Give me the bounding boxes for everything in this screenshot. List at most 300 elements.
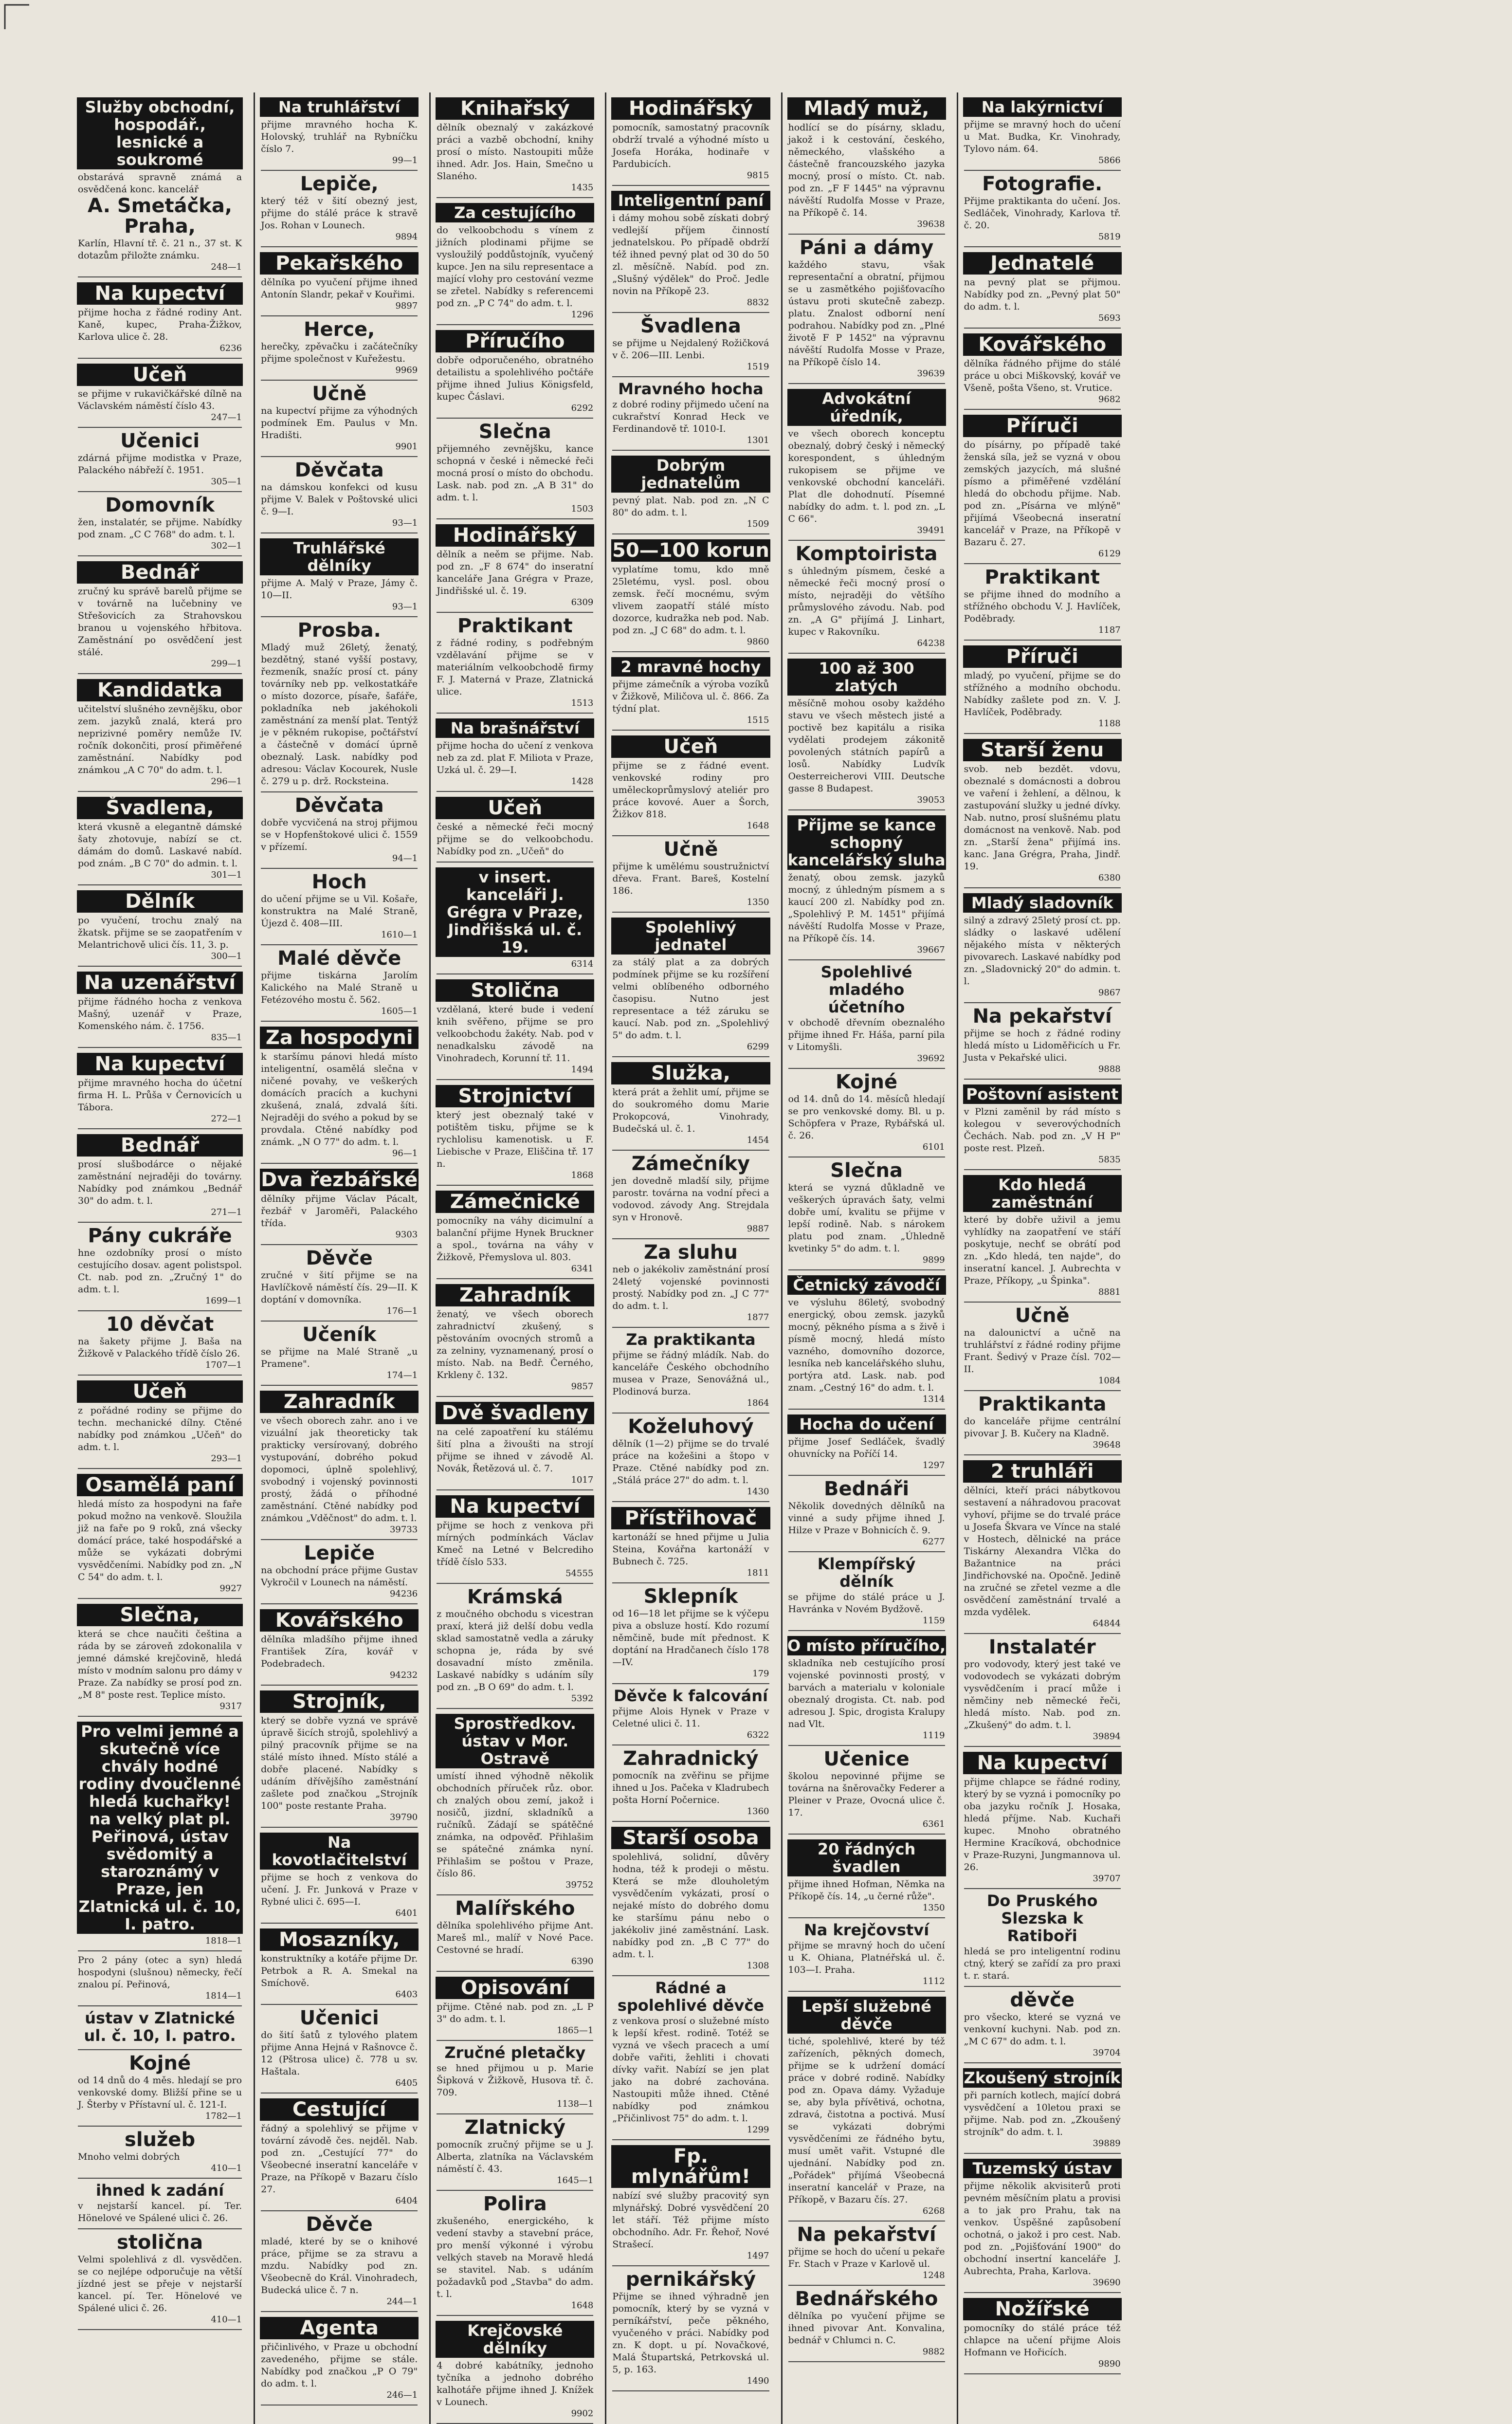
ad-number: 6268 xyxy=(922,2206,945,2216)
ad-heading: Učně xyxy=(312,383,367,405)
ad-heading: Opisování xyxy=(436,1977,594,1999)
ad-number: 6380 xyxy=(1098,873,1121,883)
ad-body: zdárná přijme modistka v Praze, Palackého nábřeží č. 1951. xyxy=(78,453,242,476)
classified-ad xyxy=(964,410,1121,564)
ad-number: 64844 xyxy=(1093,1618,1121,1629)
ad-number: 1187 xyxy=(1098,625,1121,635)
classified-ad xyxy=(437,1080,593,1186)
classified-ad xyxy=(437,863,593,974)
ad-number: 39053 xyxy=(917,795,945,805)
ad-heading: Mladý sladovník xyxy=(963,893,1122,913)
ad-heading: Tuzemský ústav xyxy=(963,2159,1122,2178)
classified-ad xyxy=(78,1376,242,1469)
ad-body: se hned přijmou u p. Marie Šipková v Žižkově, Husova tř. č. 709. xyxy=(437,2063,594,2098)
ad-body: 4 dobré kabátníky, jednoho tyčníka a jednoho dobrého kalhotáře přijme ihned J. Knížek v Lounech. xyxy=(437,2360,594,2407)
classified-ad xyxy=(78,1599,242,1717)
ad-heading: Stolična xyxy=(436,979,594,1002)
ad-body: přijme chlapce se řádné rodiny, který by se vyzná i pomocníky po oba jazyku ročník J. Hosaka, hledá příjme. Nab. Kuchaři kupec. Mnoho obratného Hermine Kracíková, obchodnice v Praze-Ruzyni, Jungmannova ul. 26. xyxy=(964,1777,1121,1873)
classified-ad xyxy=(261,316,418,381)
ad-heading: děvče xyxy=(1010,1989,1075,2011)
ad-heading: Na lakýrnictví xyxy=(963,97,1122,117)
ad-body: školou nepovinné přijme se továrna na šněrovačky Federer a Pleiner v Praze, Ovocná ulice č. 17. xyxy=(788,1771,945,1818)
ad-heading: Děvčata xyxy=(294,459,384,481)
ad-body: z pořádné rodiny se přijme do techn. mechanické dílny. Ctěné nabídky pod známkou „Učeň" do adm. t. l. xyxy=(78,1405,242,1452)
ad-number: 9857 xyxy=(571,1381,594,1392)
ad-body: silný a zdravý 25letý prosí ct. pp. sládky o laskavé udělení nějakého místa v některých pivovarech. Laskavé nabídky pod zn. „Sladovnický 20" do admin. t. l. xyxy=(964,915,1121,987)
ad-number: 1490 xyxy=(747,2376,769,2386)
classified-ad xyxy=(612,1745,769,1822)
ad-subheading: A. Smetáčka, Praha, xyxy=(88,195,233,238)
ad-number: 293—1 xyxy=(211,1453,242,1464)
classified-ad xyxy=(78,674,242,792)
classified-ad xyxy=(437,2041,593,2114)
classified-ad xyxy=(612,92,769,186)
ad-body: dělníci, kteří práci nábytkovou sestavení a náhradovou pracovat vyhoví, přijme se do trvalé práce u Josefa Škvara ve Vínce na stalé v Hostech, dělnické na práce Tiskárny Alexandra Vlčka do Bažantnice na práci Jindřichovské na. Opočně. Jedině na zručné se zřetel vezme a dle osvědčení zaměstnání trvalé a mzda vydělek. xyxy=(964,1485,1121,1617)
classified-ad xyxy=(612,913,769,1057)
ad-body: přijme několik akvisiterů proti pevném měsíčním platu a provisi a to jak pro Prahu, tak na venkov. Úspěšné zapůsobení ochotná, o jakož i pro cest. Nab. pod zn. „Pojišťování 1900" do obchodní insertní kanceláře J. Aubrechta, Praha, Karlova. xyxy=(964,2181,1121,2277)
ad-heading: Praktikanta xyxy=(978,1393,1107,1415)
ad-number: 96—1 xyxy=(392,1148,418,1158)
classified-ad xyxy=(612,1239,769,1328)
ad-heading: Mosazníky, xyxy=(260,1928,419,1951)
ad-body: přijme se hoch do učení u pekaře Fr. Stach v Praze v Karlově ul. xyxy=(788,2246,945,2269)
ad-number: 296—1 xyxy=(211,776,242,787)
ad-number: 39692 xyxy=(917,1053,945,1064)
ad-heading: Kojné xyxy=(836,1071,898,1093)
classified-ad xyxy=(261,457,418,533)
classified-ad xyxy=(437,519,593,613)
classified-ad xyxy=(788,960,945,1069)
classified-ad xyxy=(612,2140,769,2266)
classified-ad xyxy=(437,974,593,1080)
ad-number: 1515 xyxy=(747,715,769,725)
classified-ad xyxy=(78,792,242,885)
classified-ad xyxy=(612,731,769,836)
classified-ad xyxy=(437,1709,593,1895)
classified-ad xyxy=(261,1022,418,1164)
ad-heading: Švadlena, xyxy=(77,797,243,819)
ad-number: 1864 xyxy=(747,1398,769,1408)
ad-heading: Fotografie. xyxy=(982,173,1103,195)
ad-number: 6101 xyxy=(922,1142,945,1152)
ad-number: 39638 xyxy=(917,219,945,229)
ad-heading: Hodinářský xyxy=(611,97,770,120)
ad-number: 248—1 xyxy=(211,262,242,272)
ad-body: dělník (1—2) přijme se do trvalé práce na kožešini a štopo v Praze. Ctěné nabídky pod zn. „Stálá práce 27" do adm. t. l. xyxy=(612,1438,769,1486)
ad-heading: 100 až 300 zlatých xyxy=(787,659,946,696)
ad-heading: Bednář xyxy=(77,1134,243,1157)
ad-body: přičinlivého, v Praze u obchodní zavedeného, přijme se stále. Nabídky pod značkou „P O 79" do adm. t. l. xyxy=(261,2342,418,2389)
classified-ad xyxy=(437,1397,593,1490)
ad-body: zručné v šití přijme se na Havlíčkově náměstí čís. 29—II. K doptání v domovníka. xyxy=(261,1270,418,1305)
ad-body: od 14. dnů do 14. měsíců hledají se pro venkovské domy. Bl. u p. Schöpfera v Praze, Rybářská ul. č. 26. xyxy=(788,1094,945,1141)
ad-number: 1605—1 xyxy=(381,1006,418,1016)
classified-ad xyxy=(261,1686,418,1828)
ad-number: 1435 xyxy=(571,183,594,193)
ad-body: Pro 2 pány (otec a syn) hledá hospodyni (slušnou) německy, řečí znalou pí. Peřinová, xyxy=(78,1955,242,1990)
ad-number: 1296 xyxy=(571,310,594,320)
ad-body: vzdělaná, které bude i vedení knih svěřeno, přijme se pro velkoobchodu žakéty. Nab. pod v nenadkalsku závodě na Vinohradech, Korunní tř. 11. xyxy=(437,1004,594,1064)
ad-body: pomocník zručný přijme se u J. Alberta, zlatníka na Václavském náměstí č. 43. xyxy=(437,2139,594,2174)
ad-number: 1159 xyxy=(922,1616,945,1626)
ad-heading: Zámečnické xyxy=(436,1191,594,1213)
ad-heading: Učeň xyxy=(77,1380,243,1403)
classified-ad xyxy=(788,1835,945,1918)
ad-body: která prát a žehlit umí, přijme se do soukromého domu Marie Prokopcová, Vinohrady, Budečská ul. č. 1. xyxy=(612,1087,769,1134)
ad-number: 1299 xyxy=(747,2125,769,2135)
ad-body: přijme se mravný hoch do učení u K. Ohiana, Platnéřská ul. č. 103—I. Praha. xyxy=(788,1940,945,1975)
ad-heading: Agenta xyxy=(260,2317,419,2339)
ad-heading: stolična xyxy=(117,2231,203,2254)
ad-number: 5866 xyxy=(1098,155,1121,165)
ad-number: 1308 xyxy=(747,1961,769,1971)
classified-ad xyxy=(261,92,418,171)
ad-body: v Plzni zaměnil by rád místo s kolegou v severovýchodních Čechách. Nab. pod zn. „V H P" poste rest. Plzeň. xyxy=(964,1106,1121,1154)
ad-body: na celé zapoatření ku stálému šití plna a živoušti na strojí přijme se ihned v závodě Al. Novák, Řetězová ul. č. 7. xyxy=(437,1427,594,1474)
ad-heading: Zkoušený strojník xyxy=(963,2068,1122,2088)
ad-body: zručný ku správě barelů přijme se v továrně na lučebniny ve Střešovicích za Strahovskou branou u vojenského hřbitova. Zaměstnání po osvědčení jest stálé. xyxy=(78,586,242,658)
classified-ad xyxy=(788,1157,945,1270)
ad-body: přijme A. Malý v Praze, Jámy č. 10—II. xyxy=(261,578,418,601)
ad-body: do šití šatů z tylového platem přijme Anna Hejná v Rašnovce č. 12 (Pštrosa ulice) č. 778 u sv. Haštala. xyxy=(261,2030,418,2077)
ad-body: Velmi spolehlivá z dl. vysvědčen. se co nejlépe odporučuje na větší jízdné jest se přeje v nejstarší kancel. pí. Ter. Hönelové ve Spálené ulici č. 26. xyxy=(78,2254,242,2314)
ad-heading: Učenici xyxy=(120,430,200,452)
ad-body: dělník a neěm se přijme. Nab. pod zn. „F 8 674" do inseratní kanceláře Jana Grégra v Praze, Jindřišské ul. č. 19. xyxy=(437,549,594,596)
ad-body: Mnoho velmi dobrých xyxy=(78,2151,180,2162)
ad-heading: Bednář xyxy=(77,561,243,584)
ad-body: přijme hocha z řádné rodiny Ant. Kaně, kupec, Praha-Žižkov, Karlova ulice č. 28. xyxy=(78,307,242,342)
ad-heading: Bednářského xyxy=(795,2288,938,2310)
classified-ad xyxy=(964,1391,1121,1455)
ad-body: při parních kotlech, mající dobrá vysvědčení a 10letou praxi se přijme. Nab. pod zn. „Zkoušený strojník" do adm. t. l. xyxy=(964,2090,1121,2137)
classified-ad xyxy=(612,652,769,731)
ad-number: 6322 xyxy=(747,1730,769,1740)
classified-ad xyxy=(78,428,242,492)
classified-ad xyxy=(261,2312,418,2406)
ad-body: od 16—18 let přijme se k výčepu piva a obsluze hostí. Kdo rozumí němčině, bude mít přednost. K doptání na Hradčanech číslo 178—IV. xyxy=(612,1608,769,1668)
classified-ad xyxy=(788,2286,945,2362)
classified-ad xyxy=(261,2093,418,2211)
classified-ad xyxy=(612,1822,769,1976)
ad-body: do velkoobchodu s vínem z jižních plodinami přijme se vysloužilý poddůstojník, vyučený kupce. Jen na silu representace a mající vlohy pro cestování vezme se zřetel. Nabídky s referencemi pod zn. „P C 74" do adm. t. l. xyxy=(437,225,594,309)
ad-body: nabízí své služby pracovitý syn mlynářský. Dobré vysvědčení 20 let stáří. Též přijme místo obchodního. Adr. Fr. Řehoř, Nové Strašecí. xyxy=(612,2190,769,2250)
ad-number: 39491 xyxy=(917,525,945,535)
ad-heading: Učně xyxy=(663,838,718,861)
ad-number: 9867 xyxy=(1098,988,1121,998)
classified-ad xyxy=(437,1279,593,1397)
ad-body: přijme k umělému soustružnictví dřeva. Frant. Bareš, Kostelní 186. xyxy=(612,861,769,896)
ad-heading: Rádné a spolehlivé děvče xyxy=(617,1979,765,2015)
ad-heading: Hodinářský xyxy=(436,524,594,547)
ad-number: 9899 xyxy=(922,1255,945,1265)
ad-number: 1188 xyxy=(1098,718,1121,729)
ad-number: 5392 xyxy=(571,1693,594,1704)
ad-number: 54555 xyxy=(565,1568,594,1579)
ad-heading: Polira xyxy=(483,2193,547,2215)
ad-number: 1497 xyxy=(747,2251,769,2261)
classified-ad xyxy=(261,1540,418,1604)
ad-body: ve všech oborech zahr. ano i ve vizuální jak theoreticky tak prakticky versírovaný, dobrého vystupování, dobrého pokud dopomoci, úplně spolehlivý, svobodný i vojenský povinnosti prostý, žádá o příhodné zaměstnání. Ctěné nabídky pod známkou „Vděčnost" do adm. t. l. xyxy=(261,1415,418,1524)
classified-ad xyxy=(78,1048,242,1129)
ad-number: 1648 xyxy=(747,821,769,831)
ad-number: 1865—1 xyxy=(557,2025,594,2036)
ad-body: se přijme v rukavičkářské dílně na Václavském náměstí číslo 43. xyxy=(78,388,242,411)
ad-number: 6292 xyxy=(571,403,594,413)
ad-number: 9969 xyxy=(395,365,418,375)
ad-heading: Spolehlivé mladého účetního xyxy=(820,963,912,1016)
classified-ad xyxy=(964,2154,1121,2293)
classified-ad xyxy=(964,247,1121,329)
ad-number: 39894 xyxy=(1093,1731,1121,1742)
ad-number: 6361 xyxy=(922,1819,945,1829)
ad-body: pro vodovody, který jest také ve vodovodech se vykázati dobrým vysvědčením i prací může i němčiny neb německé řeči, hledá místo. Nab. pod zn. „Zkušený" do adm. t. l. xyxy=(964,1659,1121,1730)
ad-heading: Děvčata xyxy=(294,794,384,817)
classified-ad xyxy=(788,654,945,810)
ad-body: která se vyzná důkladně ve veškerých úpravách šaty, velmi dobře umí, kvalitu se přijme v lepší rodině. Nab. s nárokem platu pod znam. „Úhledně kvetinky 5" do adm. t. l. xyxy=(788,1182,945,1254)
ad-body: dělníka spolehlivého přijme Ant. Mareš ml., malíř v Nové Pace. Cestovné se hradí. xyxy=(437,1920,594,1955)
classified-ad xyxy=(78,277,242,359)
ad-number: 1112 xyxy=(922,1976,945,1986)
ad-heading: Přístřihovač xyxy=(611,1507,770,1529)
ad-number: 301—1 xyxy=(211,870,242,880)
ad-heading: Na truhlářství xyxy=(260,97,419,117)
ad-body: neb o jakékoliv zaměstnání prosí 24letý vojenské povinnosti prostý. Nabídky pod zn. „J C 77" do adm. t. l. xyxy=(612,1264,769,1311)
ad-body: z dobré rodiny přijmedo učení na cukrařství Konrad Heck ve Ferdinandově tř. 1010-I. xyxy=(612,399,769,434)
ad-heading: Domovník xyxy=(105,494,215,516)
ad-body: vyplatíme tomu, kdo mně 25letému, vysl. posl. obou zemsk. řečí mocnému, svým vlivem zaopatří stálé místo dozorce, kudražka neb pod. Nab. pod zn. „J C 68" do adm. t. l. xyxy=(612,564,769,636)
ad-heading: Děvče xyxy=(306,2213,373,2236)
ad-number: 39752 xyxy=(565,1880,594,1890)
classified-ad xyxy=(612,1684,769,1745)
ad-body: přijme Josef Sedláček, švadlý ohuvnícky na Poříčí 14. xyxy=(788,1436,945,1459)
ad-body: který též v šití obezný jest, přijme do stálé práce k stravě Jos. Rohan v Lounech. xyxy=(261,196,418,231)
classified-ad xyxy=(612,1057,769,1151)
ad-body: na pevný plat se přijmou. Nabídky pod zn. „Pevný plat 50" do adm. t. l. xyxy=(964,277,1121,312)
ad-heading: Nožířské xyxy=(963,2298,1122,2320)
column-1 xyxy=(78,92,248,2424)
corner-tick-icon xyxy=(0,0,34,34)
ad-number: 1301 xyxy=(747,435,769,445)
ad-heading: Mravného hocha xyxy=(618,380,764,398)
ad-number: 39690 xyxy=(1093,2277,1121,2288)
classified-ad xyxy=(964,1987,1121,2063)
ad-body: která se chce naučiti čeština a ráda by se zároveň zdokonalila v jemné dámské krejčovině, hledá místo v modním salonu pro dámy v Praze. Za nabídky se prosí pod zn. „M 8" poste rest. Teplice místo. xyxy=(78,1629,242,1700)
ad-body: v obchodě dřevním obeznalého přijme ihned Fr. Háša, parní pila v Litomyšli. xyxy=(788,1017,945,1052)
ad-number: 1648 xyxy=(571,2300,594,2311)
ad-body: pro všecko, které se vyzná ve venkovní kuchyni. Nab. pod zn. „M C 67" do adm. t. l. xyxy=(964,2012,1121,2047)
ad-number: 305—1 xyxy=(211,477,242,487)
classified-ad xyxy=(612,313,769,377)
classified-ad xyxy=(261,1604,418,1686)
ad-heading: Zahradník xyxy=(436,1284,594,1306)
classified-ad xyxy=(78,2127,242,2179)
classified-ad xyxy=(437,2114,593,2191)
classified-ad xyxy=(788,1476,945,1552)
ad-body: která vkusně a elegantně dámské šaty zhotovuje, nabízí se ct. dámám do domů. Laskavé nabíd. pod znám. „B C 70" do admin. t. l. xyxy=(78,822,242,869)
ad-heading: Sprostředkov. ústav v Mor. Ostravě xyxy=(436,1714,594,1768)
ad-number: 271—1 xyxy=(211,1207,242,1217)
ad-body: za stálý plat a za dobrých podmínek přijme se ku rozšíření velmi oblíbeného odborného časopisu. Nutno jest representace a též záruku se kaucí. Nab. pod zn. „Spolehlivý 5" do adm. t. l. xyxy=(612,957,769,1041)
classified-ad xyxy=(964,2063,1121,2154)
classified-ad xyxy=(437,1186,593,1279)
ad-number: 410—1 xyxy=(211,2163,242,2173)
ad-body: přijme mravného hocha K. Holovský, truhlář na Rybníčku číslo 7. xyxy=(261,119,418,154)
ad-number: 93—1 xyxy=(392,602,418,612)
ad-body: přijme se z řádné event. venkovské rodiny pro uměleckoprůmyslový ateliér pro práce kovové. Auer a Šorch, Žižkov 818. xyxy=(612,760,769,820)
ad-heading: pernikářský xyxy=(625,2268,756,2291)
column-5 xyxy=(781,92,951,2424)
ad-heading: Kovářského xyxy=(963,333,1122,356)
ad-body: měsíčně mohou osoby každého stavu ve všech městech jisté a poctivě bez kapitálu a risika vydělati prodejem zákonitě povolených státních papírů a losů. Nabídky Ludvík Oesterreicherovi VIII. Deutsche gasse 8 Budapest. xyxy=(788,698,945,794)
ad-heading: O místo příručího, xyxy=(787,1636,946,1655)
classified-ad xyxy=(78,92,242,277)
classified-ad xyxy=(788,541,945,654)
ad-number: 1877 xyxy=(747,1312,769,1322)
ad-heading: Krejčovské dělníky xyxy=(436,2321,594,2358)
ad-body: hne ozdobníky prosí o místo cestujícího dosav. agent polistspol. Ct. nab. pod zn. „Zručný 1" do adm. t. l. xyxy=(78,1248,242,1295)
classified-ad xyxy=(261,247,418,316)
column-3 xyxy=(429,92,599,2424)
ad-heading: Klempířský dělník xyxy=(817,1555,916,1591)
ad-body: přijme mravného hocha do účetní firma H. L. Průša v Černovicích u Tábora. xyxy=(78,1078,242,1113)
ad-body: žen, instalatér, se přijme. Nabídky pod znam. „C C 768" do adm. t. l. xyxy=(78,517,242,540)
ad-number: 39704 xyxy=(1093,2048,1121,2058)
classified-ad xyxy=(437,792,593,863)
ad-number: 246—1 xyxy=(386,2390,418,2400)
ad-heading: Děvče k falcování xyxy=(613,1687,768,1705)
ad-number: 1707—1 xyxy=(205,1360,242,1370)
ad-heading: Na krejčovství xyxy=(803,1921,929,1939)
ad-body: hledá se pro inteligentní rodinu ctný, který se zařídí za pro praxi t. r. stará. xyxy=(964,1946,1121,1981)
classified-ad xyxy=(78,2229,242,2330)
classified-ad xyxy=(612,1583,769,1684)
classified-ad xyxy=(788,384,945,541)
ad-heading: Příručího xyxy=(436,330,594,352)
ad-heading: Za hospodyni xyxy=(260,1027,419,1049)
ad-body: ženatý, ve všech oborech zahradnictví zkušený, s pěstováním ovocných stromů a za zelniny, vyznamenaný, prosí o místo. Nab. na Bedř. Černého, Krkleny č. 132. xyxy=(437,1309,594,1380)
ad-number: 1138—1 xyxy=(557,2099,594,2109)
classified-ad xyxy=(78,885,242,967)
ad-heading: Slečna xyxy=(478,421,551,443)
ad-body: Přijme se ihned výhradně jen pomocník, který by se vyzná v perníkářství, peče pěkného, vyučeného v práci. Nabídky pod zn. K dopt. u pí. Novačkové, Malá Štupartská, Petrkovská ul. 5, p. 163. xyxy=(612,2291,769,2375)
classified-ad xyxy=(612,1502,769,1583)
classified-ad xyxy=(612,451,769,534)
ad-heading: Děvče xyxy=(306,1247,373,1269)
classified-ad xyxy=(964,888,1121,1003)
ad-number: 1699—1 xyxy=(205,1296,242,1306)
ad-heading: Pro velmi jemné a skutečně více chvály hodné rodiny dvoučlenné hledá kuchařky! na velký plat pl. Peřinová, ústav svědomitý a staroznámý v Praze, jen Zlatnická ul. č. 10, I. patro. xyxy=(77,1722,243,1934)
ad-heading: Dva řezbářské xyxy=(261,1169,418,1191)
classified-ad xyxy=(612,1414,769,1502)
ad-body: přijemného zevnějšku, kance schopná v české i německé řeči mocná prosí o místo do obchodu. Lask. nab. pod zn. „A B 31" do adm. t. l. xyxy=(437,443,594,503)
ad-heading: Přijme se kance schopný kancelářský sluha xyxy=(787,816,946,869)
classified-ad xyxy=(788,1410,945,1476)
classified-ad xyxy=(78,556,242,674)
ad-heading: Za praktikanta xyxy=(626,1330,756,1349)
ad-body: se přijme ihned do modního a střížného obchodu V. J. Havlíček, Poděbrady. xyxy=(964,589,1121,624)
ad-heading: Kojné xyxy=(129,2052,191,2075)
ad-heading: Jednatelé xyxy=(963,252,1122,275)
classified-ad xyxy=(437,419,593,519)
ad-heading: Malé děvče xyxy=(277,947,401,970)
classified-ad xyxy=(964,2293,1121,2374)
ad-body: svob. neb bezdět. vdovu, obeznalé s domácnosti a dobrou ve vaření i žehlení, a dělnou, k zastupování služky u jedné dívky. Nab. nutno, prosí slušnému platu domácnost na venkově. Nab. pod zn. „Starší žena" přijímá ins. kanc. Jana Grégra, Praha, Jindř. 19. xyxy=(964,764,1121,872)
ad-number: 1782—1 xyxy=(205,2111,242,2121)
ad-body: ve všech oborech konceptu obeznalý, dobrý český i německý korespondent, s úhledným rukopisem se přijme ve venkovské obchodní kanceláři. Plat dle dohodnutí. Písemné nabídky do adm. t. l. pod zn. „L C 66". xyxy=(788,428,945,524)
ad-number: 1360 xyxy=(747,1806,769,1817)
ad-heading: Příruči xyxy=(963,645,1122,668)
ad-body: z venkova prosí o služebné místo k lepší křest. rodině. Totéž se vyzná ve všech pracech a umí dobře vařiti, žehliti i chovati dívky vařit. Nabízí se jen plat jako na dobré zachována. Nastoupiti může ihned. Ctěné nabídky pod známkou „Přičinlivost 75" do adm. t. l. xyxy=(612,2016,769,2124)
ad-body: dělníka po vyučení přijme se ihned pivovar Ant. Konvalina, bednář v Chlumci n. C. xyxy=(788,2311,945,2346)
ad-number: 9902 xyxy=(571,2408,594,2419)
ad-body: české a německé řeči mocný přijme se do velkoobchodu. Nabídky pod zn. „Učeň" do xyxy=(437,822,594,857)
ad-number: 9815 xyxy=(747,170,769,181)
ad-heading: Instalatér xyxy=(988,1636,1096,1658)
ad-heading: Bednáři xyxy=(823,1478,910,1500)
ad-heading: Dobrým jednatelům xyxy=(611,456,770,493)
ad-body: na dámskou konfekci od kusu přijme V. Balek v Poštovské ulici č. 9—I. xyxy=(261,482,418,517)
ad-body: dělníka mladšího přijme ihned František Zíra, kovář v Podebradech. xyxy=(261,1634,418,1669)
ad-heading: Fp. mlynářům! xyxy=(611,2145,770,2188)
ad-body: které by dobře uživil a jemu vyhlídky na zaopatření ve stáří poskytuje, nechť se obrátí pod zn. „Kdo hledá, ten najde", do inseratní kancel. J. Aubrechta v Praze, Příkopy, „u Špinka". xyxy=(964,1214,1121,1286)
ad-heading: Praktikant xyxy=(457,615,573,637)
ad-body: hodlící se do písárny, skladu, jakož i k cestování, českého, německého, vlašského a částečně francouzského jazyka mocný, prosí o místo. Ct. nab. pod zn. „F F 1445" na výpravnu návěští Rudolfa Mosse v Praze, na Příkopě č. 14. xyxy=(788,122,945,218)
ad-body: kartonáží se hned přijme u Julia Steina, Kovářna kartonáží v Bubnech č. 725. xyxy=(612,1532,769,1567)
ad-number: 9882 xyxy=(922,2347,945,2357)
ad-heading: Příruči xyxy=(963,415,1122,437)
ad-number: 300—1 xyxy=(211,951,242,961)
classified-ad xyxy=(964,641,1121,734)
ad-heading: Na uzenářství xyxy=(77,972,243,994)
ad-heading: Osamělá paní xyxy=(77,1474,243,1496)
classified-ad xyxy=(788,810,945,960)
ad-number: 6403 xyxy=(395,1989,418,2000)
ad-heading: Zručné pletačky xyxy=(444,2043,586,2062)
ad-number: 1811 xyxy=(747,1568,769,1578)
ad-heading: Učně xyxy=(1015,1304,1070,1327)
classified-ad xyxy=(261,1924,418,2005)
ad-number: 9317 xyxy=(219,1701,242,1711)
ad-body: přijme se hoch z venkova při mírných podmínkách Václav Kmeč na Letné v Belcrediho třídě číslo 533. xyxy=(437,1520,594,1567)
classified-ad xyxy=(261,533,418,617)
ad-number: 1513 xyxy=(571,698,594,708)
ad-heading: Do Pruského Slezska k Ratiboři xyxy=(986,1891,1098,1945)
ad-number: 6405 xyxy=(395,2078,418,2088)
ad-body: pomocníky na váhy dicimulní a balanční přijme Hynek Bruckner a spol., továrna na váhy v Žižkově, Přemyslova ul. 803. xyxy=(437,1215,594,1263)
ad-body: konstruktníky a kotáře přijme Dr. Petrbok a R. A. Smekal na Smíchově. xyxy=(261,1953,418,1988)
classified-ad xyxy=(437,325,593,419)
ad-number: 94232 xyxy=(389,1670,418,1680)
ad-number: 9927 xyxy=(219,1583,242,1594)
ad-heading: Učeň xyxy=(611,735,770,758)
ad-body: mladé, které by se o knihové práce, přijme se za stravu a mzdu. Nabídky pod zn. Všeobecně do Král. Vinohradech, Budecká ulice č. 7 n. xyxy=(261,2236,418,2295)
ad-heading: ihned k zadání xyxy=(95,2181,224,2200)
ad-number: 1350 xyxy=(747,897,769,907)
classified-ad xyxy=(78,1223,242,1311)
ad-heading: Starší ženu xyxy=(963,739,1122,761)
ad-body: v nejstarší kancel. pí. Ter. Hönelové ve Spálené ulici č. 26. xyxy=(78,2201,242,2223)
ad-number: 6236 xyxy=(219,343,242,353)
ad-body: ve výsluhu 86letý, svobodný energický, obou zemsk. jazyků mocný, pěkného písma a s živě i písmě mocný, hledá místo vazného, domovního dozorce, lesníka neb kancelářského sluhu, portýra atd. Lask. nab. pod znam. „Cestný 16" do adm. t. l. xyxy=(788,1297,945,1393)
classified-ad xyxy=(261,1828,418,1924)
ad-heading: Kandidatka xyxy=(77,679,243,701)
ad-body: přijme se hoch z řádné rodiny hledá místo u Lidoměřicích u Fr. Justa v Pekařské ulici. xyxy=(964,1028,1121,1063)
classified-ad xyxy=(78,1717,242,1951)
ad-heading: v insert. kanceláři J. Grégra v Praze, Jindřišská ul. č. 19. xyxy=(436,867,594,957)
ad-heading: Spolehlivý jednatel xyxy=(611,918,770,955)
ad-body: dělníka po vyučení přijme ihned Antonín Slandr, pekař v Kouřimi. xyxy=(261,277,418,300)
ad-number: 1350 xyxy=(922,1903,945,1913)
